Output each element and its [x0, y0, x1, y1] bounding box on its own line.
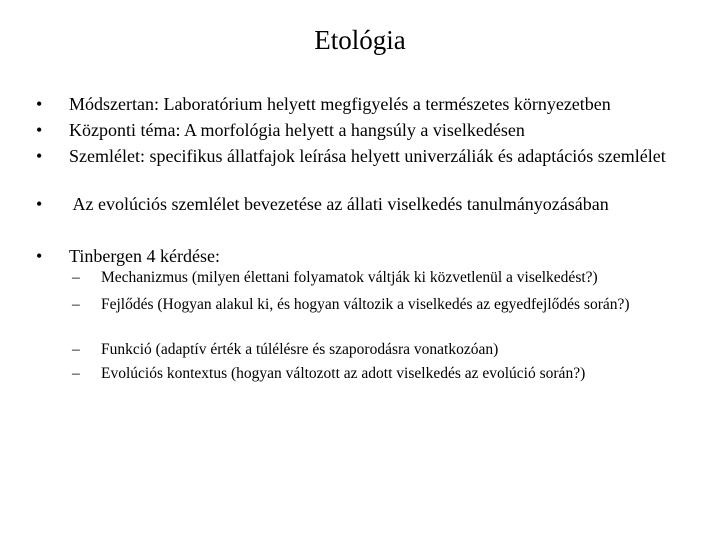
sub-marker: – — [72, 269, 80, 286]
bullet-marker: • — [36, 246, 43, 266]
sub-item-text: Funkció (adaptív érték a túlélésre és szaporodásra vonatkozóan) — [101, 341, 499, 358]
bullet-marker: • — [36, 120, 43, 140]
bullet-marker: • — [36, 146, 43, 166]
bullet-text: Szemlélet: specifikus állatfajok leírása helyett univerzáliák és adaptációs szemlélet — [69, 146, 666, 166]
sub-marker: – — [72, 296, 80, 313]
bullet-text: Központi téma: A morfológia helyett a hangsúly a viselkedésen — [69, 120, 525, 140]
sub-item-text: Fejlődés (Hogyan alakul ki, és hogyan változik a viselkedés az egyedfejlődés során?) — [101, 296, 630, 313]
bullet-marker: • — [36, 194, 43, 214]
sub-marker: – — [72, 341, 80, 358]
bullet-marker: • — [36, 94, 43, 114]
slide-title: Etológia — [314, 25, 406, 55]
sub-item-text: Evolúciós kontextus (hogyan változott az adott viselkedés az evolúció során?) — [101, 365, 586, 382]
bullet-text: Az evolúciós szemlélet bevezetése az állati viselkedés tanulmányozásában — [69, 194, 609, 214]
bullet-text: Tinbergen 4 kérdése: — [69, 246, 220, 266]
sub-marker: – — [72, 365, 80, 382]
sub-item-text: Mechanizmus (milyen élettani folyamatok váltják ki közvetlenül a viselkedést?) — [101, 269, 598, 286]
bullet-text: Módszertan: Laboratórium helyett megfigyelés a természetes környezetben — [69, 94, 611, 114]
